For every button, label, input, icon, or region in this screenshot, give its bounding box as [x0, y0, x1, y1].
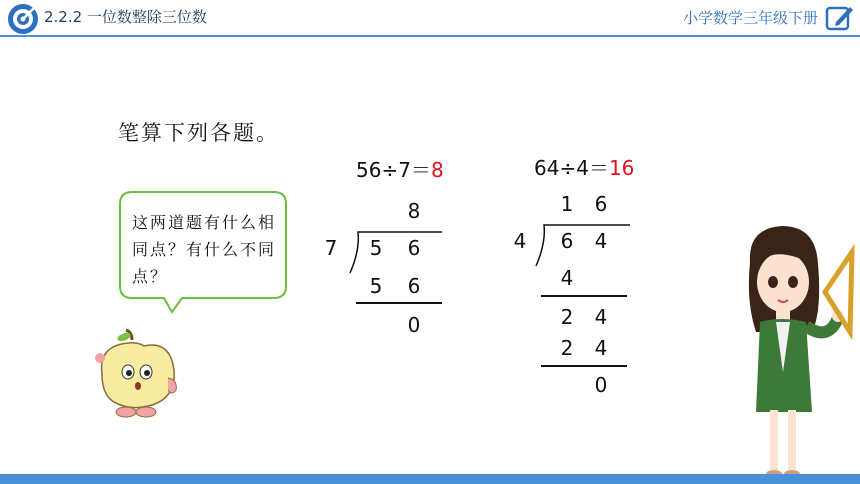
problem2-step1-digit: 4 — [560, 266, 574, 290]
problem1-subtract-line — [356, 302, 442, 304]
problem2-dividend-digit: 6 — [560, 229, 574, 253]
problem2-expression: 64÷4＝ — [534, 156, 609, 180]
problem2-step3-digit: 2 — [560, 336, 574, 360]
problem2-division-bracket — [528, 221, 638, 271]
problem2-subtract-line-2 — [541, 365, 627, 367]
apple-mascot-illustration — [88, 328, 188, 423]
problem2-remainder: 0 — [594, 373, 608, 397]
problem1-expression: 56÷7＝ — [356, 158, 431, 182]
header-bar — [0, 0, 860, 40]
lesson-title: 2.2.2 一位数整除三位数 — [44, 8, 207, 26]
teacher-girl-illustration — [730, 222, 860, 482]
problem2-quotient-digit: 1 — [560, 192, 574, 216]
problem2-step2-digit: 4 — [594, 305, 608, 329]
problem2-subtract-line-1 — [541, 295, 627, 297]
problem1-quotient-digit: 8 — [407, 199, 421, 223]
problem1-dividend-digit: 6 — [407, 236, 421, 260]
problem2-dividend-digit: 4 — [594, 229, 608, 253]
problem2-quotient-digit: 6 — [594, 192, 608, 216]
problem1-divisor: 7 — [324, 236, 338, 260]
header-divider — [0, 35, 860, 37]
problem2-step2-digit: 2 — [560, 305, 574, 329]
problem1-dividend-digit: 5 — [369, 236, 383, 260]
problem1-division-bracket — [338, 228, 448, 278]
target-logo-icon — [6, 2, 40, 36]
problem2-divisor: 4 — [513, 229, 527, 253]
problem1-answer: 8 — [430, 158, 444, 182]
course-title: 小学数学三年级下册 — [682, 9, 818, 27]
edit-icon[interactable] — [824, 3, 854, 33]
problem2-step3-digit: 4 — [594, 336, 608, 360]
bubble-question-text: 这两道题有什么相同点？有什么不同点？ — [132, 213, 277, 286]
problem1-equation — [356, 154, 444, 183]
footer-bar — [0, 474, 860, 484]
problem2-answer: 16 — [608, 156, 635, 180]
instruction-text: 笔算下列各题。 — [118, 121, 279, 145]
problem2-equation — [534, 152, 634, 181]
problem1-product-digit: 6 — [407, 274, 421, 298]
problem1-remainder: 0 — [407, 313, 421, 337]
problem1-product-digit: 5 — [369, 274, 383, 298]
